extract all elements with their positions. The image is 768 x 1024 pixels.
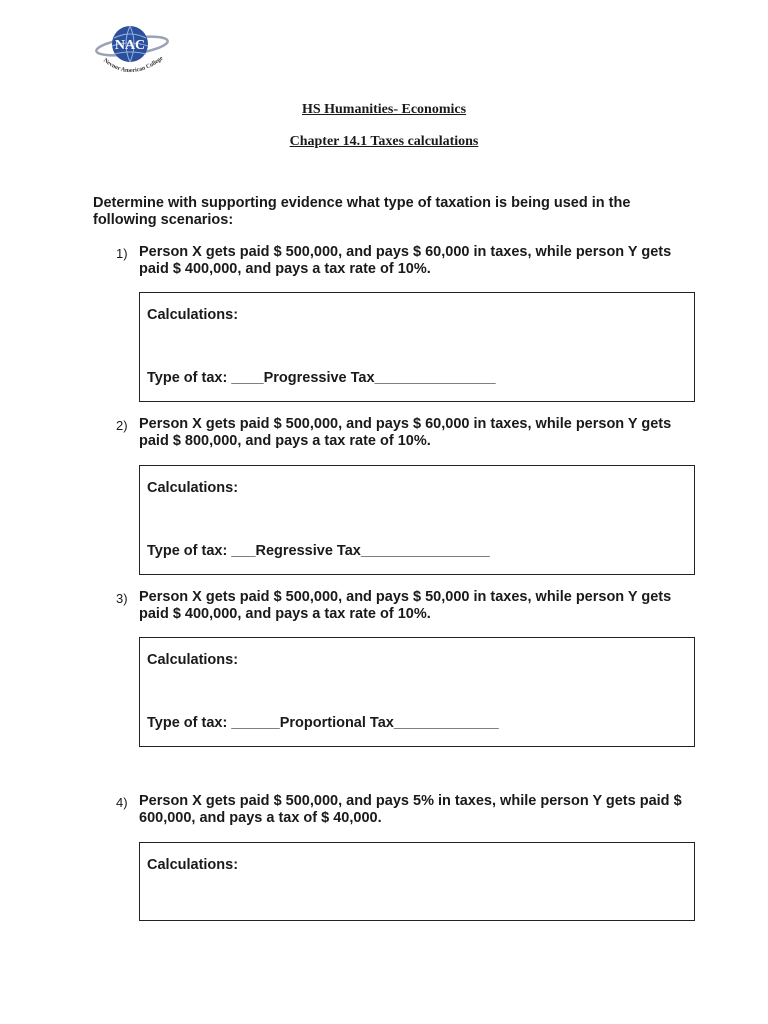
answer-box-2[interactable] bbox=[139, 465, 695, 575]
college-logo bbox=[94, 24, 172, 80]
question-text: Person X gets paid $ 500,000, and pays $ 60,000 in taxes, while person Y gets paid $ 800,000, and pays a tax rate of 10%. bbox=[139, 416, 672, 449]
question-text: Person X gets paid $ 500,000, and pays $ 60,000 in taxes, while person Y gets paid $ 400,000, and pays a tax rate of 10%. bbox=[139, 244, 672, 277]
calculations-label: Calculations: bbox=[147, 652, 239, 668]
type-of-tax-line: Type of tax: ____Progressive Tax_______________ bbox=[147, 370, 496, 386]
calculations-label: Calculations: bbox=[147, 307, 239, 323]
question-3 bbox=[116, 589, 696, 623]
instructions: Determine with supporting evidence what type of taxation is being used in the following scenarios: bbox=[93, 195, 631, 228]
question-number: 2) bbox=[116, 418, 128, 433]
answer-box-4[interactable] bbox=[139, 842, 695, 921]
globe-logo-icon bbox=[94, 24, 172, 80]
question-number: 3) bbox=[116, 591, 128, 606]
question-number: 4) bbox=[116, 795, 128, 810]
course-title: HS Humanities- Economics bbox=[301, 102, 467, 117]
calculations-label: Calculations: bbox=[147, 480, 239, 496]
answer-box-1[interactable] bbox=[139, 292, 695, 402]
question-4 bbox=[116, 793, 696, 827]
chapter-title: Chapter 14.1 Taxes calculations bbox=[289, 134, 479, 149]
question-2 bbox=[116, 416, 696, 450]
answer-box-3[interactable] bbox=[139, 637, 695, 747]
question-text: Person X gets paid $ 500,000, and pays 5% in taxes, while person Y gets paid $ 600,000, and pays a tax of $ 40,000. bbox=[139, 793, 682, 826]
question-1 bbox=[116, 244, 696, 278]
calculations-label: Calculations: bbox=[147, 857, 239, 873]
type-of-tax-line: Type of tax: ___Regressive Tax________________ bbox=[147, 543, 490, 559]
logo-caption: Nevnor American College bbox=[102, 55, 165, 75]
question-text: Person X gets paid $ 500,000, and pays $ 50,000 in taxes, while person Y gets paid $ 400,000, and pays a tax rate of 10%. bbox=[139, 589, 672, 622]
logo-text: NAC bbox=[114, 38, 146, 53]
question-number: 1) bbox=[116, 246, 128, 261]
type-of-tax-line: Type of tax: ______Proportional Tax_____________ bbox=[147, 715, 499, 731]
